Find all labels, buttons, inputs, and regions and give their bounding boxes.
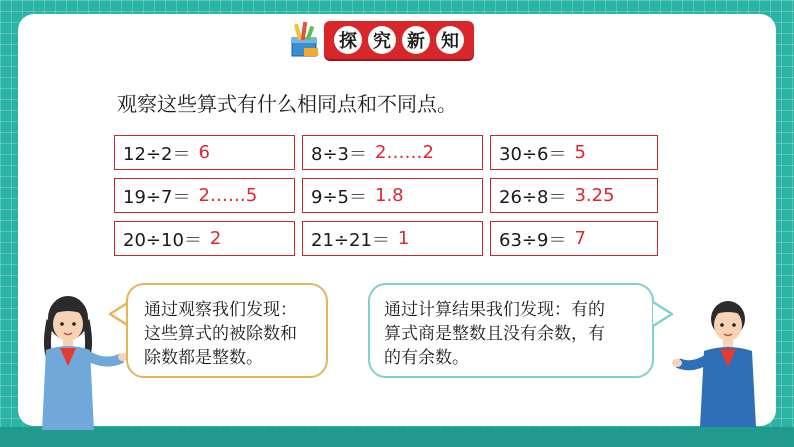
- banner-char: 究: [368, 26, 396, 54]
- boy-figure: [672, 293, 762, 431]
- question-prompt: 观察这些算式有什么相同点和不同点。: [117, 92, 457, 116]
- equation-box: [490, 221, 658, 256]
- equation-answer: 2……2: [375, 142, 434, 163]
- equation-expr: 26÷8＝: [499, 186, 567, 208]
- bubble-line: 通过计算结果我们发现：有的: [384, 300, 605, 320]
- equation-expr: 63÷9＝: [499, 229, 567, 251]
- equation-expr: 30÷6＝: [499, 143, 567, 165]
- equation-box: [114, 135, 295, 170]
- equation-expr: 20÷10＝: [123, 229, 202, 251]
- equation-answer: 1.8: [375, 185, 404, 206]
- section-header: [290, 20, 474, 60]
- equation-expr: 8÷3＝: [311, 143, 367, 165]
- equation-expr: 19÷7＝: [123, 186, 191, 208]
- equation-box: [302, 135, 483, 170]
- equation-box: [490, 178, 658, 213]
- equation-answer: 3.25: [574, 185, 615, 206]
- equation-box: [490, 135, 658, 170]
- bubble-line: 除数都是整数。: [144, 348, 263, 368]
- equation-expr: 12÷2＝: [123, 143, 191, 165]
- bubble-line: 算式商是整数且没有余数，有: [384, 324, 605, 344]
- equation-box: [302, 221, 483, 256]
- bubble-line: 的有余数。: [384, 348, 469, 368]
- bubble-line: 通过观察我们发现：: [144, 300, 297, 320]
- equation-answer: 1: [397, 228, 410, 249]
- equation-box: [302, 178, 483, 213]
- banner-char: 知: [436, 26, 464, 54]
- equation-box: [114, 178, 295, 213]
- equation-answer: 2……5: [198, 185, 258, 206]
- equation-expr: 21÷21＝: [311, 229, 390, 251]
- equation-grid: [114, 135, 658, 256]
- banner-char: 探: [334, 26, 362, 54]
- equation-answer: 2: [209, 228, 222, 249]
- equation-answer: 7: [574, 228, 586, 249]
- section-banner: [324, 21, 474, 59]
- bubble-tail-right: [650, 300, 674, 330]
- equation-expr: 9÷5＝: [311, 186, 367, 208]
- equation-answer: 5: [574, 142, 586, 163]
- bubble-line: 这些算式的被除数和: [144, 324, 297, 344]
- equation-box: [114, 221, 295, 256]
- stationery-icon: [290, 20, 320, 60]
- speech-bubble-right: [368, 283, 654, 378]
- banner-char: 新: [402, 26, 430, 54]
- equation-answer: 6: [198, 142, 210, 163]
- speech-bubble-left: [126, 283, 328, 378]
